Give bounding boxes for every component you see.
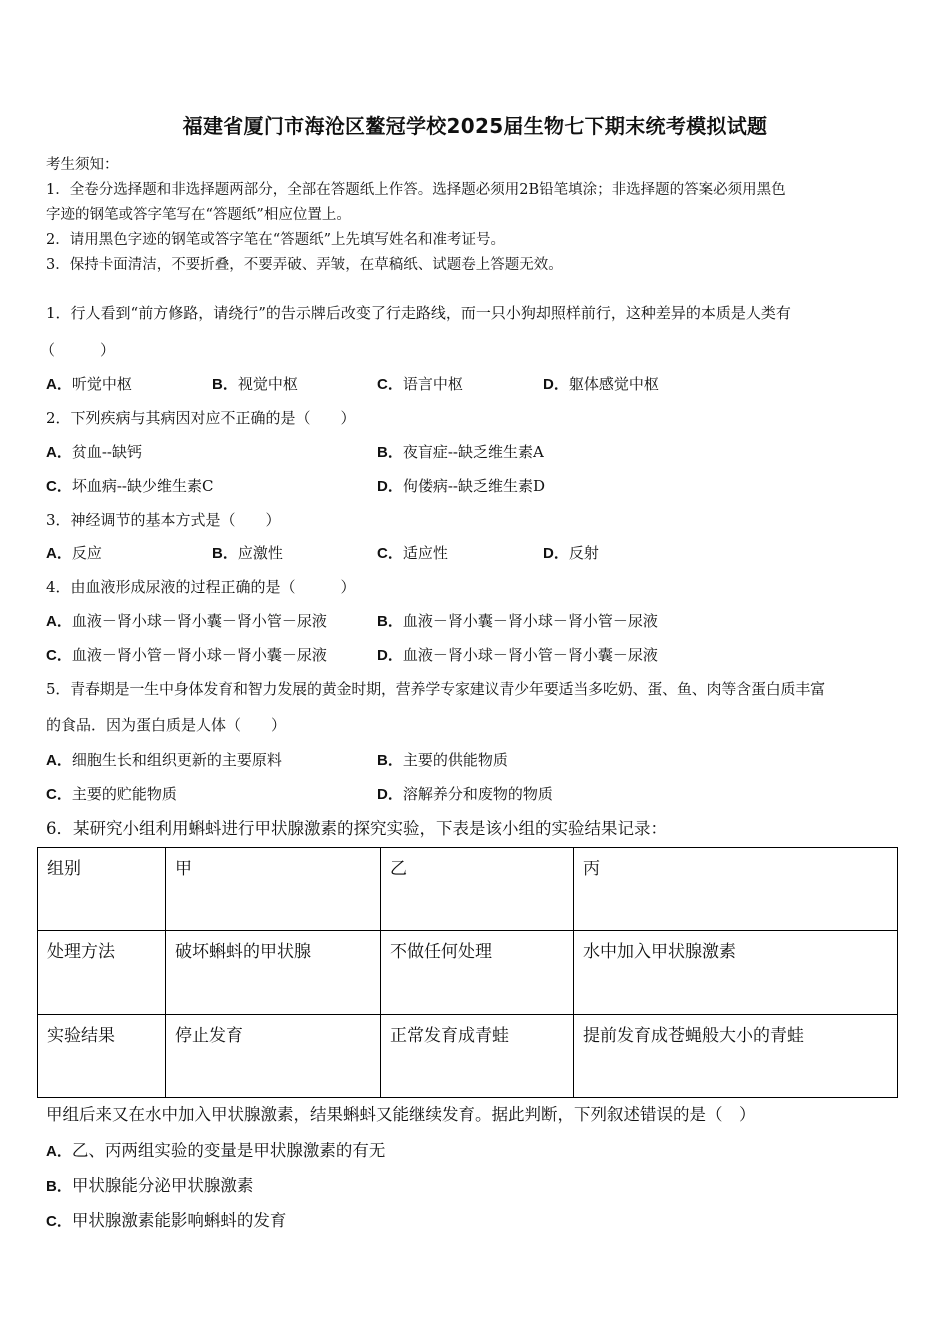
- option-text: 甲状腺能分泌甲状腺激素: [71, 1176, 254, 1195]
- q5-option-a[interactable]: [46, 749, 282, 770]
- q1-option-c[interactable]: [377, 373, 463, 394]
- q2-option-b[interactable]: [377, 441, 544, 462]
- notice-line-1a: 1．全卷分选择题和非选择题两部分，全部在答题纸上作答。选择题必须用2B铅笔填涂；非选择题的答案必须用黑色: [46, 182, 786, 198]
- q4-option-b[interactable]: [377, 610, 658, 631]
- q1-option-b[interactable]: [212, 373, 298, 394]
- question-5-stem-continued: 的食品．因为蛋白质是人体（ ）: [46, 716, 287, 734]
- option-text: 乙、丙两组实验的变量是甲状腺激素的有无: [71, 1141, 386, 1160]
- option-letter: D．: [377, 647, 403, 664]
- question-3-stem: 3．神经调节的基本方式是（ ）: [46, 511, 281, 529]
- option-text: 细胞生长和组织更新的主要原料: [71, 751, 282, 769]
- q5-option-b[interactable]: [377, 749, 508, 770]
- q3-option-a[interactable]: [46, 542, 102, 563]
- table-cell: 正常发育成青蛙: [381, 1014, 574, 1097]
- question-6-followup: 甲组后来又在水中加入甲状腺激素，结果蝌蚪又能继续发育。据此判断，下列叙述错误的是（ ）: [46, 1105, 756, 1124]
- option-text: 语言中枢: [402, 375, 463, 393]
- table-cell: 停止发育: [166, 1014, 381, 1097]
- table-cell: 乙: [381, 848, 574, 931]
- notice-line-2: 2．请用黑色字迹的钢笔或答字笔在“答题纸”上先填写姓名和准考证号。: [46, 232, 506, 248]
- q1-option-a[interactable]: [46, 373, 132, 394]
- option-text: 血液－肾小球－肾小囊－肾小管－尿液: [71, 612, 327, 630]
- q5-option-d[interactable]: [377, 783, 553, 804]
- option-letter: A．: [46, 376, 72, 393]
- q1-option-d[interactable]: [543, 373, 659, 394]
- option-text: 反应: [71, 544, 102, 562]
- option-letter: B．: [377, 752, 403, 769]
- option-letter: A．: [46, 1143, 72, 1160]
- notice-line-3: 3．保持卡面清洁，不要折叠，不要弄破、弄皱，在草稿纸、试题卷上答题无效。: [46, 257, 563, 273]
- table-cell: 组别: [38, 848, 166, 931]
- q6-option-a[interactable]: [46, 1137, 385, 1161]
- option-text: 反射: [568, 544, 599, 562]
- option-text: 主要的供能物质: [402, 751, 508, 769]
- q3-option-d[interactable]: [543, 542, 599, 563]
- table-row: [38, 1014, 898, 1097]
- q3-option-c[interactable]: [377, 542, 448, 563]
- q6-option-b[interactable]: [46, 1172, 253, 1196]
- q3-option-b[interactable]: [212, 542, 283, 563]
- option-letter: B．: [377, 613, 403, 630]
- option-text: 躯体感觉中枢: [568, 375, 659, 393]
- option-text: 血液－肾小囊－肾小球－肾小管－尿液: [402, 612, 658, 630]
- q4-option-d[interactable]: [377, 644, 658, 665]
- option-letter: B．: [212, 545, 238, 562]
- question-2-stem: 2．下列疾病与其病因对应不正确的是（ ）: [46, 409, 356, 427]
- q4-option-a[interactable]: [46, 610, 327, 631]
- q2-option-c[interactable]: [46, 475, 213, 496]
- option-letter: A．: [46, 613, 72, 630]
- q4-option-c[interactable]: [46, 644, 327, 665]
- option-letter: A．: [46, 752, 72, 769]
- table-row: [38, 848, 898, 931]
- notice-line-1b: 字迹的钢笔或答字笔写在“答题纸”相应位置上。: [46, 207, 351, 223]
- option-letter: B．: [377, 444, 403, 461]
- option-text: 视觉中枢: [237, 375, 298, 393]
- question-4-stem: 4．由血液形成尿液的过程正确的是（ ）: [46, 578, 356, 596]
- option-letter: C．: [377, 545, 403, 562]
- q6-option-c[interactable]: [46, 1207, 286, 1231]
- option-letter: C．: [46, 1213, 72, 1230]
- option-letter: A．: [46, 444, 72, 461]
- option-text: 甲状腺激素能影响蝌蚪的发育: [71, 1211, 287, 1230]
- table-row: [38, 931, 898, 1014]
- table-cell: 水中加入甲状腺激素: [574, 931, 898, 1014]
- option-letter: B．: [46, 1178, 72, 1195]
- question-1-blank: （ ）: [40, 341, 116, 359]
- q5-option-c[interactable]: [46, 783, 177, 804]
- table-cell: 处理方法: [38, 931, 166, 1014]
- option-letter: C．: [46, 647, 72, 664]
- notice-heading: 考生须知：: [46, 157, 119, 173]
- option-text: 听觉中枢: [71, 375, 132, 393]
- table-cell: 丙: [574, 848, 898, 931]
- table-cell: 实验结果: [38, 1014, 166, 1097]
- option-letter: B．: [212, 376, 238, 393]
- option-text: 血液－肾小管－肾小球－肾小囊－尿液: [71, 646, 327, 664]
- option-letter: A．: [46, 545, 72, 562]
- option-text: 血液－肾小球－肾小管－肾小囊－尿液: [402, 646, 658, 664]
- option-letter: D．: [543, 376, 569, 393]
- option-text: 应激性: [237, 544, 283, 562]
- option-text: 适应性: [402, 544, 448, 562]
- option-text: 贫血--缺钙: [71, 443, 142, 461]
- option-text: 佝偻病--缺乏维生素D: [402, 477, 546, 495]
- table-cell: 甲: [166, 848, 381, 931]
- question-6-stem: 6．某研究小组利用蝌蚪进行甲状腺激素的探究实验，下表是该小组的实验结果记录：: [46, 819, 667, 838]
- option-text: 溶解养分和废物的物质: [402, 785, 553, 803]
- experiment-table: [37, 847, 898, 1098]
- question-1-stem: 1．行人看到“前方修路，请绕行”的告示牌后改变了行走路线，而一只小狗却照样前行，这种差异的本质是人类有: [46, 304, 791, 322]
- table-cell: 提前发育成苍蝇般大小的青蛙: [574, 1014, 898, 1097]
- option-text: 夜盲症--缺乏维生素A: [402, 443, 544, 461]
- option-letter: D．: [543, 545, 569, 562]
- q2-option-d[interactable]: [377, 475, 545, 496]
- option-text: 主要的贮能物质: [71, 785, 177, 803]
- table-cell: 破坏蝌蚪的甲状腺: [166, 931, 381, 1014]
- option-letter: D．: [377, 478, 403, 495]
- option-letter: C．: [377, 376, 403, 393]
- option-text: 坏血病--缺少维生素C: [71, 477, 214, 495]
- option-letter: D．: [377, 786, 403, 803]
- option-letter: C．: [46, 478, 72, 495]
- option-letter: C．: [46, 786, 72, 803]
- table-cell: 不做任何处理: [381, 931, 574, 1014]
- q2-option-a[interactable]: [46, 441, 142, 462]
- question-5-stem: 5．青春期是一生中身体发育和智力发展的黄金时期，营养学专家建议青少年要适当多吃奶、蛋、鱼、肉等含蛋白质丰富: [46, 680, 825, 698]
- page-title: 福建省厦门市海沧区鳌冠学校2025届生物七下期末统考模拟试题: [182, 114, 768, 138]
